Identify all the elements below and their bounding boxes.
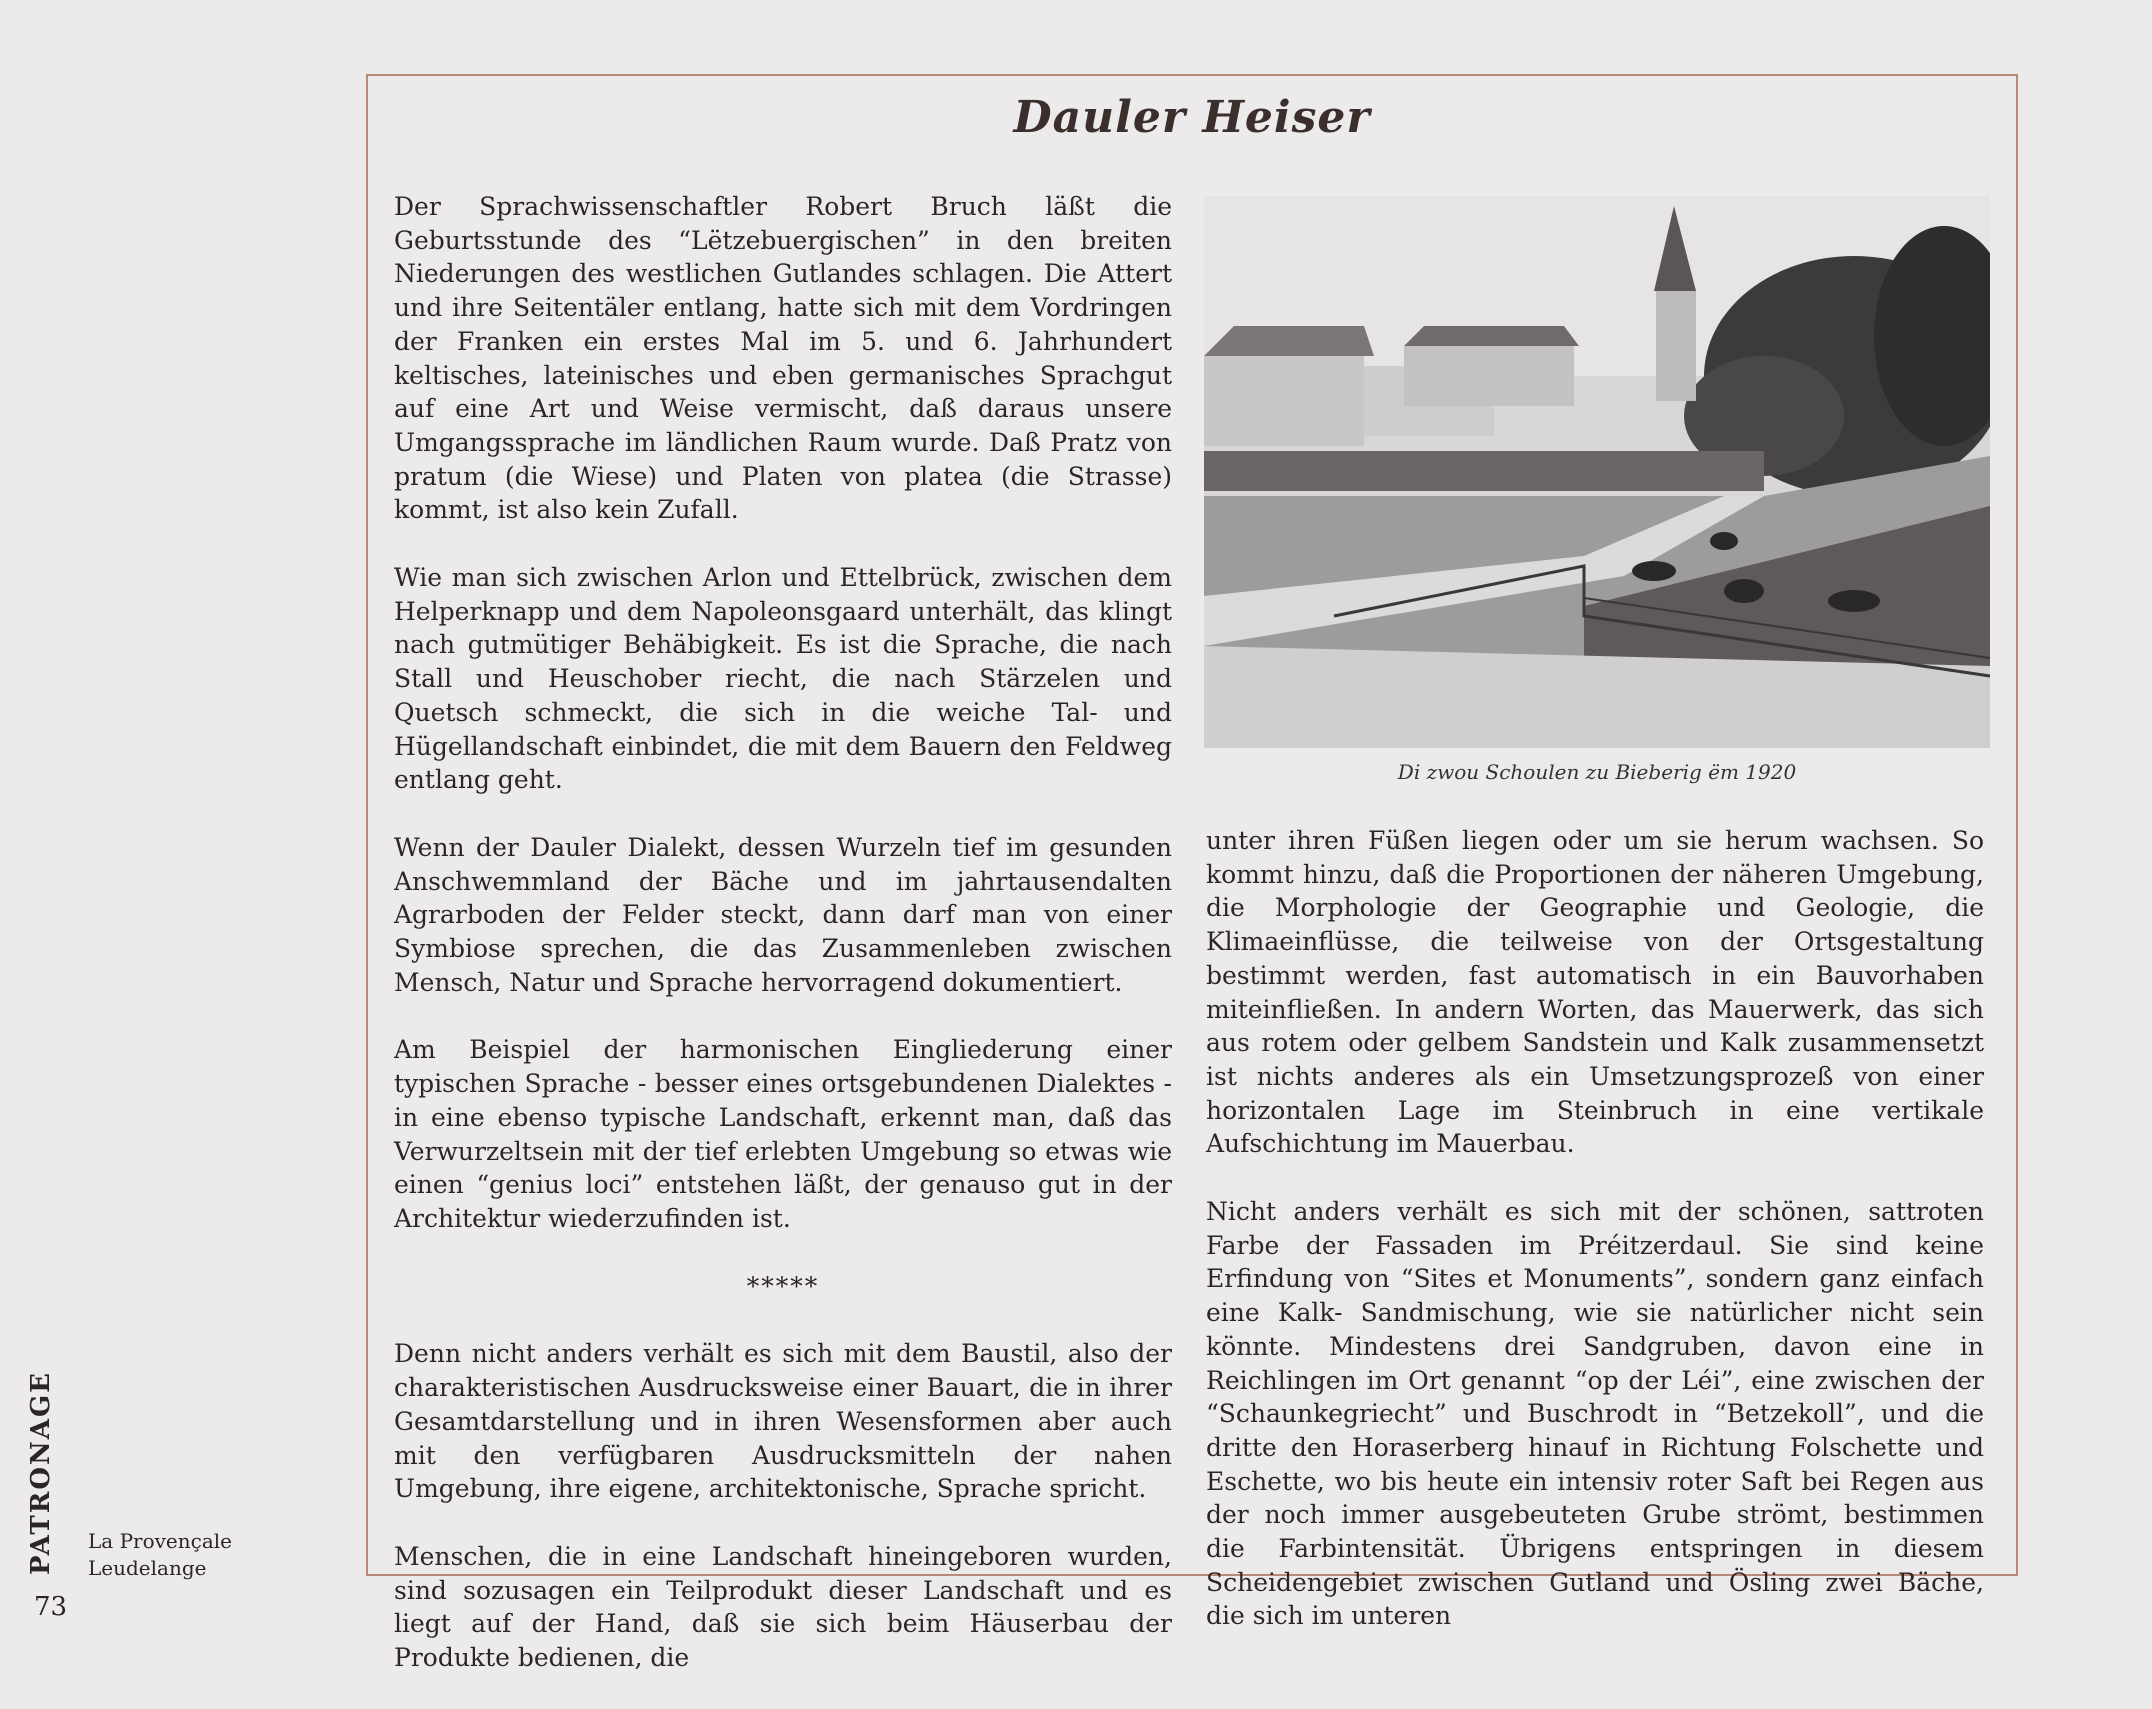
paragraph: unter ihren Füßen liegen oder um sie herum wachsen. So kommt hinzu, daß die Proportionen der näheren Umgebung, die Morphologie der Geographie und Geologie, die Klimaeinflüsse, die teilweise von der Ortsgestaltung bestimmt werden, fast automatisch in ein Bauvorhaben miteinfließen. In andern Worten, das Mauerwerk, das sich aus rotem oder gelbem Sandstein und Kalk zusammensetzt ist nichts anderes als ein Umsetzungsprozeß von einer horizontalen Lage im Steinbruch in eine vertikale Aufschichtung im Mauerbau. bbox=[1206, 826, 1984, 1159]
paragraph: Wenn der Dauler Dialekt, dessen Wurzeln tief im gesunden Anschwemmland der Bäche und im jahrtausendalten Agrarboden der Felder steckt, dann darf man von einer Symbiose sprechen, die das Zusammenleben zwischen Mensch, Natur und Sprache hervorragend dokumentiert. bbox=[394, 832, 1172, 997]
paragraph: Wie man sich zwischen Arlon und Ettelbrück, zwischen dem Helperknapp und dem Napoleonsgaard unterhält, das klingt nach gutmütiger Behäbigkeit. Es ist die Sprache, die nach Stall und Heuschober riecht, die nach Stärzelen und Quetsch schmeckt, die sich in die weiche Tal- und Hügellandschaft einbindet, die mit dem Bauern den Feldweg entlang geht. bbox=[394, 563, 1172, 795]
historic-photo bbox=[1204, 196, 1990, 748]
sponsor-name bbox=[88, 1528, 232, 1582]
section-label: PATRONAGE bbox=[26, 1371, 56, 1575]
paragraph: Denn nicht anders verhält es sich mit dem Baustil, also der charakteristischen Ausdrucksweise einer Bauart, die in ihrer Gesamtdarstellung und in ihren Wesensformen aber auch mit den verfügbaren Ausdrucksmitteln der nahen Umgebung, ihre eigene, architektonische, Sprache spricht. bbox=[394, 1339, 1172, 1504]
sponsor-line: La Provençale bbox=[88, 1529, 232, 1553]
photo-caption: Di zwou Schoulen zu Bieberig ëm 1920 bbox=[1397, 760, 1797, 784]
right-column bbox=[1206, 824, 1984, 1667]
section-separator: ***** bbox=[746, 1271, 820, 1301]
left-column bbox=[394, 190, 1172, 1709]
paragraph: Am Beispiel der harmonischen Eingliederung einer typischen Sprache - besser eines ortsgebundenen Dialektes - in eine ebenso typische Landschaft, erkennt man, daß das Verwurzeltsein mit der tief erlebten Umgebung so etwas wie einen “genius loci” entstehen läßt, der genauso gut in der Architektur wiederzufinden ist. bbox=[394, 1035, 1172, 1233]
page-number: 73 bbox=[34, 1592, 68, 1622]
paragraph: Der Sprachwissenschaftler Robert Bruch läßt die Geburtsstunde des “Lëtzebuergischen” in den breiten Niederungen des westlichen Gutlandes schlagen. Die Attert und ihre Seitentäler entlang, hatte sich mit dem Vordringen der Franken ein erstes Mal im 5. und 6. Jahrhundert keltisches, lateinisches und eben germanisches Sprachgut auf eine Art und Weise vermischt, daß daraus unsere Umgangssprache im ländlichen Raum wurde. Daß Pratz von pratum (die Wiese) und Platen von platea (die Strasse) kommt, ist also kein Zufall. bbox=[394, 192, 1172, 525]
sponsor-line: Leudelange bbox=[88, 1556, 207, 1580]
paragraph: Menschen, die in eine Landschaft hineingeboren wurden, sind sozusagen ein Teilprodukt dieser Landschaft und es liegt auf der Hand, daß sie sich beim Häuserbau der Produkte bedienen, die bbox=[394, 1541, 1172, 1673]
photo-illustration bbox=[1204, 196, 1990, 748]
page-title: Dauler Heiser bbox=[1013, 92, 1371, 143]
paragraph: Nicht anders verhält es sich mit der schönen, sattroten Farbe der Fassaden im Préitzerdaul. Sie sind keine Erfindung von “Sites et Monuments”, sondern ganz einfach eine Kalk- Sandmischung, wie sie natürlicher nicht sein könnte. Mindestens drei Sandgruben, davon eine in Reichlingen im Ort genannt “op der Léi”, eine zwischen der “Schaunkegriecht” und Buschrodt in “Betzekoll”, und die dritte den Horaserberg hinauf in Richtung Folschette und Eschette, wo bis heute ein intensiv roter Saft bei Regen aus der noch immer ausgebeuteten Grube strömt, bestimmen die Farbintensität. Übrigens entspringen in diesem Scheidengebiet zwischen Gutland und Ösling zwei Bäche, die sich im unteren bbox=[1206, 1197, 1984, 1631]
